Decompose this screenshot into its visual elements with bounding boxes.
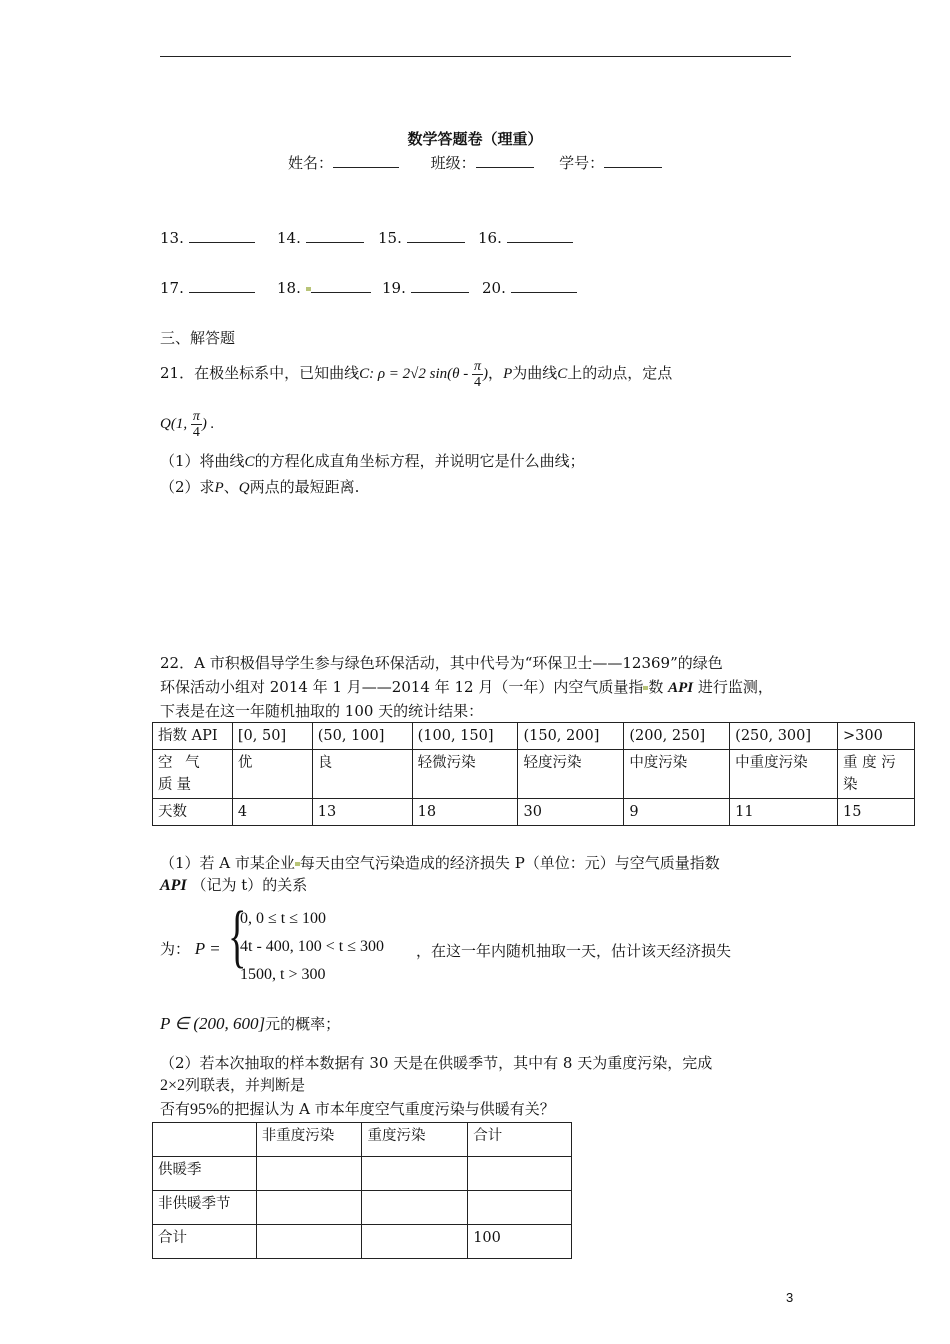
piecewise-case-1: 0, 0 ≤ t ≤ 100 [240, 910, 327, 927]
student-info [288, 152, 662, 173]
q22-line1: 22．A 市积极倡导学生参与绿色环保活动，其中代号为“环保卫士——12369”的绿色 [160, 654, 723, 672]
piecewise-case-2: 4t - 400, 100 < t ≤ 300 [240, 938, 385, 955]
answer-14: 14. [277, 228, 364, 247]
fraction-pi-4: $\frac{\pi}{4}$ [474, 358, 482, 390]
page-number: 3 [786, 1290, 794, 1305]
page-title: 数学答题卷（理重） [407, 130, 543, 148]
table-row: 非重度污染 重度污染 合计 [153, 1123, 572, 1157]
answer-16: 16. [478, 228, 573, 247]
q22-part1-line1: （1）若 A 市某企业 每天由空气污染造成的经济损失 P（单位：元）与空气质量指数 [160, 854, 720, 872]
class-label: 班级： [430, 154, 476, 172]
answer-20: 20. [482, 278, 577, 297]
q22-part2-line2: 2×2列联表，并判断是 [160, 1076, 306, 1094]
table-row: 非供暖季节 [153, 1191, 572, 1225]
brace-icon: { [228, 898, 247, 975]
answer-19: 19. [382, 278, 469, 297]
answer-17: 17. [160, 278, 255, 297]
answer-15: 15. [378, 228, 465, 247]
q21-line1: 21．在极坐标系中，已知曲线C: ρ = 2√2 sin(θ - $\frac{\pi}{4}$ )，P为曲线C上的动点，定点 [160, 358, 673, 390]
answer-18: 18. [277, 278, 371, 297]
q22-part1-range: P ∈ (200, 600]元的概率； [160, 1014, 341, 1033]
piecewise-case-3: 1500, t > 300 [240, 966, 326, 983]
table-row: 天数 4 13 18 30 9 11 15 [153, 799, 915, 826]
id-label: 学号： [559, 154, 605, 172]
q22-line2: 环保活动小组对 2014 年 1 月——2014 年 12 月（一年）内空气质量指 数 API 进行监测， [160, 678, 773, 696]
table-row: 合计 100 [153, 1225, 572, 1259]
q21-point: Q(1, $\frac{\pi}{4}$ ) . [160, 408, 215, 440]
api-stats-table [152, 722, 915, 826]
piecewise-intro: 为： P = [160, 939, 221, 958]
table-row: 空 气 质量 优 良 轻微污染 轻度污染 中度污染 中重度污染 重 度 污染 [153, 750, 915, 799]
name-label: 姓名： [288, 154, 334, 172]
q22-part2-line1: （2）若本次抽取的样本数据有 30 天是在供暖季节，其中有 8 天为重度污染，完成 [160, 1054, 713, 1072]
q21-part1: （1）将曲线C的方程化成直角坐标方程，并说明它是什么曲线； [160, 452, 585, 470]
table-row: 供暖季 [153, 1157, 572, 1191]
id-field[interactable] [604, 153, 662, 168]
header-rule [160, 56, 791, 57]
q22-part2-line3: 否有95%的把握认为 A 市本年度空气重度污染与供暖有关？ [160, 1100, 555, 1118]
q22-part1-line2: API （记为 t）的关系 [160, 876, 308, 894]
q21-part2: （2）求P、Q两点的最短距离. [160, 478, 360, 496]
contingency-table [152, 1122, 572, 1259]
q22-part1-continuation: ，在这一年内随机抽取一天，估计该天经济损失 [416, 942, 732, 960]
class-field[interactable] [476, 153, 534, 168]
section-heading: 三、解答题 [160, 329, 236, 347]
table-row: 指数 API [0, 50] (50, 100] (100, 150] (150, 200] (200, 250] (250, 300] >300 [153, 723, 915, 750]
q22-line3: 下表是在这一年随机抽取的 100 天的统计结果： [160, 702, 484, 720]
name-field[interactable] [333, 153, 399, 168]
answer-13: 13. [160, 228, 255, 247]
